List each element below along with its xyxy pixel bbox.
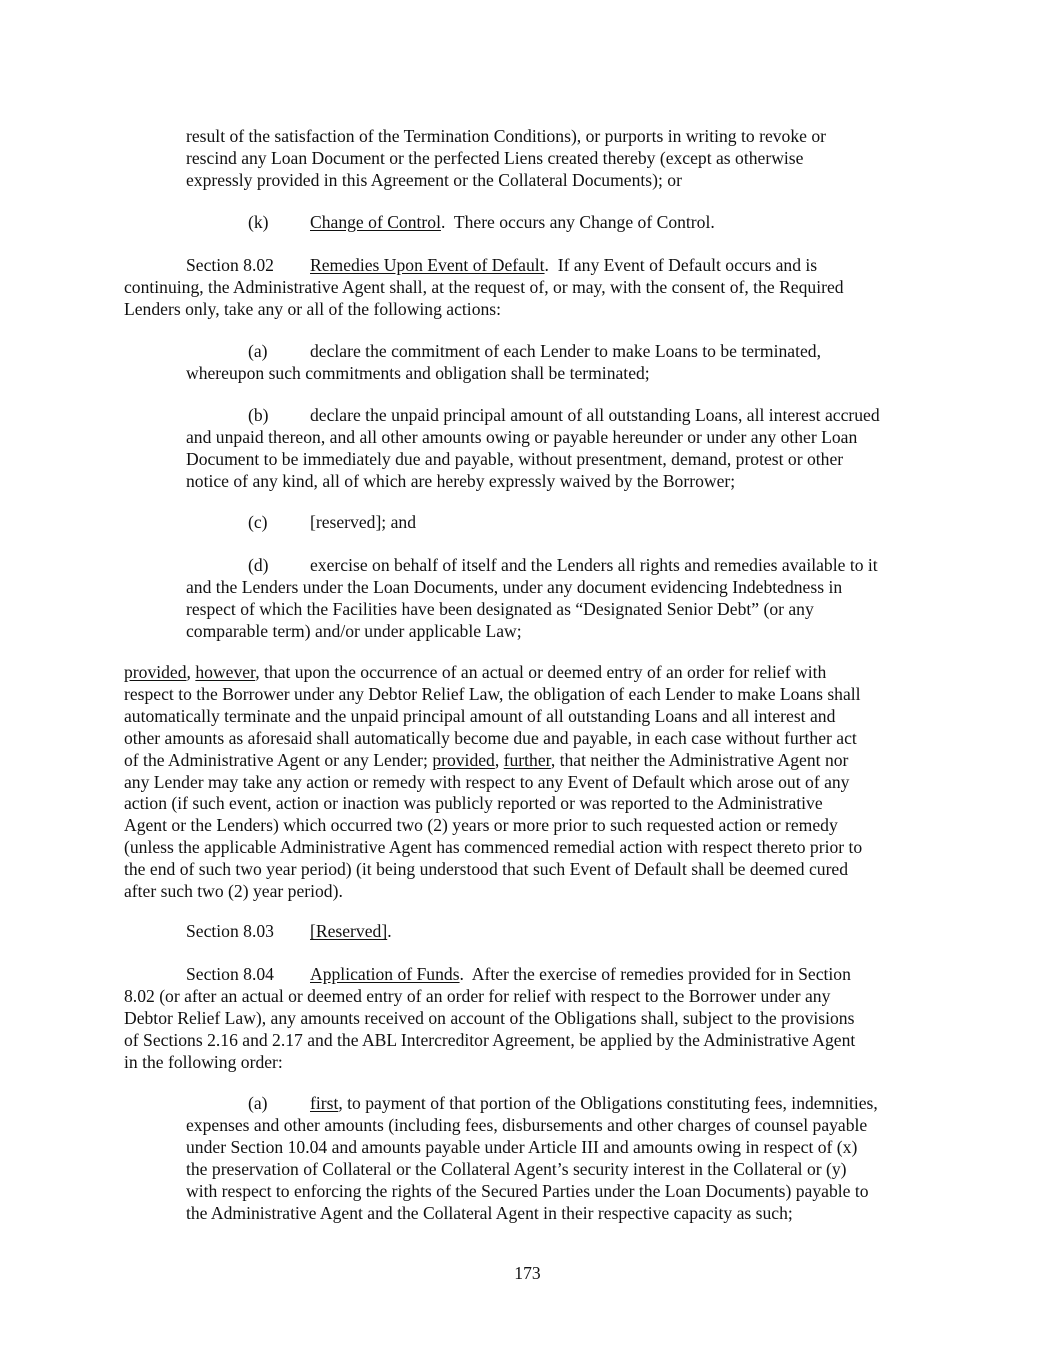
text-line: and the Lenders under the Loan Documents, under any document evidencing Indebtedness in	[186, 576, 843, 597]
text-line: exercise on behalf of itself and the Lenders all rights and remedies available to it	[310, 555, 878, 575]
text-line: declare the unpaid principal amount of all outstanding Loans, all interest accrued	[310, 405, 880, 425]
text-line: Agent or the Lenders) which occurred two (2) years or more prior to such requested action or remedy	[124, 815, 838, 836]
clause-text: . There occurs any Change of Control.	[440, 212, 715, 232]
section-heading: Remedies Upon Event of Default	[310, 255, 545, 275]
section-8-04	[124, 964, 855, 1074]
text-line: whereupon such commitments and obligation shall be terminated;	[186, 362, 650, 383]
text-line: of the Administrative Agent or any Lender;	[124, 749, 433, 770]
text-line: of Sections 2.16 and 2.17 and the ABL Intercreditor Agreement, be applied by the Administrative Agent	[124, 1029, 856, 1050]
item-label: (b)	[248, 405, 269, 425]
text-line: after such two (2) year period).	[124, 881, 343, 902]
text-line: , that upon the occurrence of an actual or deemed entry of an order for relief with	[255, 662, 827, 682]
page-number: 173	[514, 1263, 541, 1283]
text-line: in the following order:	[124, 1051, 283, 1072]
text-line: [reserved]; and	[310, 512, 416, 532]
section-number: Section 8.04	[186, 964, 274, 984]
text-line: . If any Event of Default occurs and is	[544, 255, 818, 275]
text-line: the Administrative Agent and the Collateral Agent in their respective capacity as such;	[186, 1202, 793, 1223]
clause-heading: Change of Control	[310, 212, 441, 232]
continued-clause	[186, 126, 826, 192]
section-number: Section 8.03	[186, 921, 274, 941]
text-line: expressly provided in this Agreement or the Collateral Documents); or	[186, 169, 682, 190]
section-8-02	[124, 255, 844, 321]
proviso-paragraph: provided, however, that upon the occurrence of an actual or deemed entry of an order for relief with respect to the Borrower under any Debtor Relief Law, the obligation of each Lender to make Loans shall automatically terminate and the unpaid principal amount of all outstanding Loans and all interest and other amounts as aforesaid shall automatically become due and payable, in each case without further act of the Administrative Agent or any Lender; provided, further, that neither the Administrative Agent nor any Lender may take any action or remedy with respect to any Event of Default which arose out of any action (if such event, action or inaction was publicly reported or was reported to the Administrative Agent or the Lenders) which occurred two (2) years or more prior to such requested action or remedy (unless the applicable Administrative Agent has commenced remedial action with respect thereto prior to the end of such two year period) (it being understood that such Event of Default shall be deemed cured after such two (2) year period).	[124, 662, 863, 902]
text-line: rescind any Loan Document or the perfected Liens created thereby (except as otherwise	[186, 147, 804, 168]
text-line: and unpaid thereon, and all other amounts owing or payable hereunder or under any other Loan	[186, 426, 858, 447]
text-line: respect of which the Facilities have been designated as “Designated Senior Debt” (or any	[186, 598, 814, 619]
section-number: Section 8.02	[186, 255, 274, 275]
clause-label: (k)	[248, 212, 269, 232]
text-line: Document to be immediately due and payable, without presentment, demand, protest or other	[186, 448, 844, 469]
text-line: expenses and other amounts (including fees, disbursements and other charges of counsel payable	[186, 1114, 868, 1135]
text-line: respect to the Borrower under any Debtor Relief Law, the obligation of each Lender to make Loans shall	[124, 683, 861, 704]
text-line: any Lender may take any action or remedy with respect to any Event of Default which arose out of any	[124, 771, 850, 792]
provided-term: provided	[124, 662, 187, 682]
item-label: (c)	[248, 512, 268, 532]
remedy-item-b	[186, 405, 880, 493]
text-line: the end of such two year period) (it being understood that such Event of Default shall be deemed cured	[124, 859, 849, 880]
application-item-a	[186, 1093, 878, 1224]
item-label: (a)	[248, 341, 268, 361]
remedy-item-a	[186, 341, 821, 385]
text-line: continuing, the Administrative Agent shall, at the request of, or may, with the consent of, the Required	[124, 276, 844, 297]
section-heading: [Reserved]	[310, 921, 388, 941]
section-tail: .	[387, 921, 392, 941]
text-line: 8.02 (or after an actual or deemed entry of an order for relief with respect to the Borrower under any	[124, 985, 831, 1006]
text-line: comparable term) and/or under applicable Law;	[186, 620, 522, 641]
text-line: Debtor Relief Law), any amounts received on account of the Obligations shall, subject to the provisions	[124, 1007, 855, 1028]
section-8-03	[186, 921, 392, 943]
clause-k	[248, 212, 715, 234]
text-line: with respect to enforcing the rights of the Secured Parties under the Loan Documents) payable to	[186, 1180, 869, 1201]
text-line: under Section 10.04 and amounts payable under Article III and amounts owing in respect of (x)	[186, 1136, 858, 1157]
text-line: (unless the applicable Administrative Agent has commenced remedial action with respect thereto prior to	[124, 837, 863, 858]
text-line: declare the commitment of each Lender to make Loans to be terminated,	[310, 341, 821, 361]
however-term: however	[195, 662, 256, 682]
item-label: (a)	[248, 1093, 268, 1113]
text-line: action (if such event, action or inaction was publicly reported or was reported to the Administrative	[124, 793, 823, 814]
remedy-item-c	[248, 512, 416, 534]
text-line: result of the satisfaction of the Termination Conditions), or purports in writing to revoke or	[186, 126, 827, 146]
item-label: (d)	[248, 555, 269, 575]
further-term: further	[503, 749, 551, 770]
text-line: , to payment of that portion of the Obligations constituting fees, indemnities,	[338, 1093, 878, 1113]
first-term: first	[310, 1093, 339, 1113]
section-heading: Application of Funds	[310, 964, 460, 984]
text-line: notice of any kind, all of which are hereby expressly waived by the Borrower;	[186, 470, 736, 491]
text-line: . After the exercise of remedies provided for in Section	[459, 964, 851, 984]
remedy-item-d	[186, 555, 878, 643]
text-line: the preservation of Collateral or the Collateral Agent’s security interest in the Collateral or (y)	[186, 1158, 847, 1179]
provided-term: provided	[432, 749, 495, 770]
text-line: Lenders only, take any or all of the following actions:	[124, 298, 502, 319]
text-line: automatically terminate and the unpaid principal amount of all outstanding Loans and all interest and	[124, 705, 836, 726]
text-line: , that neither the Administrative Agent nor	[550, 749, 849, 770]
text-line: other amounts as aforesaid shall automatically become due and payable, in each case without further act	[124, 727, 857, 748]
